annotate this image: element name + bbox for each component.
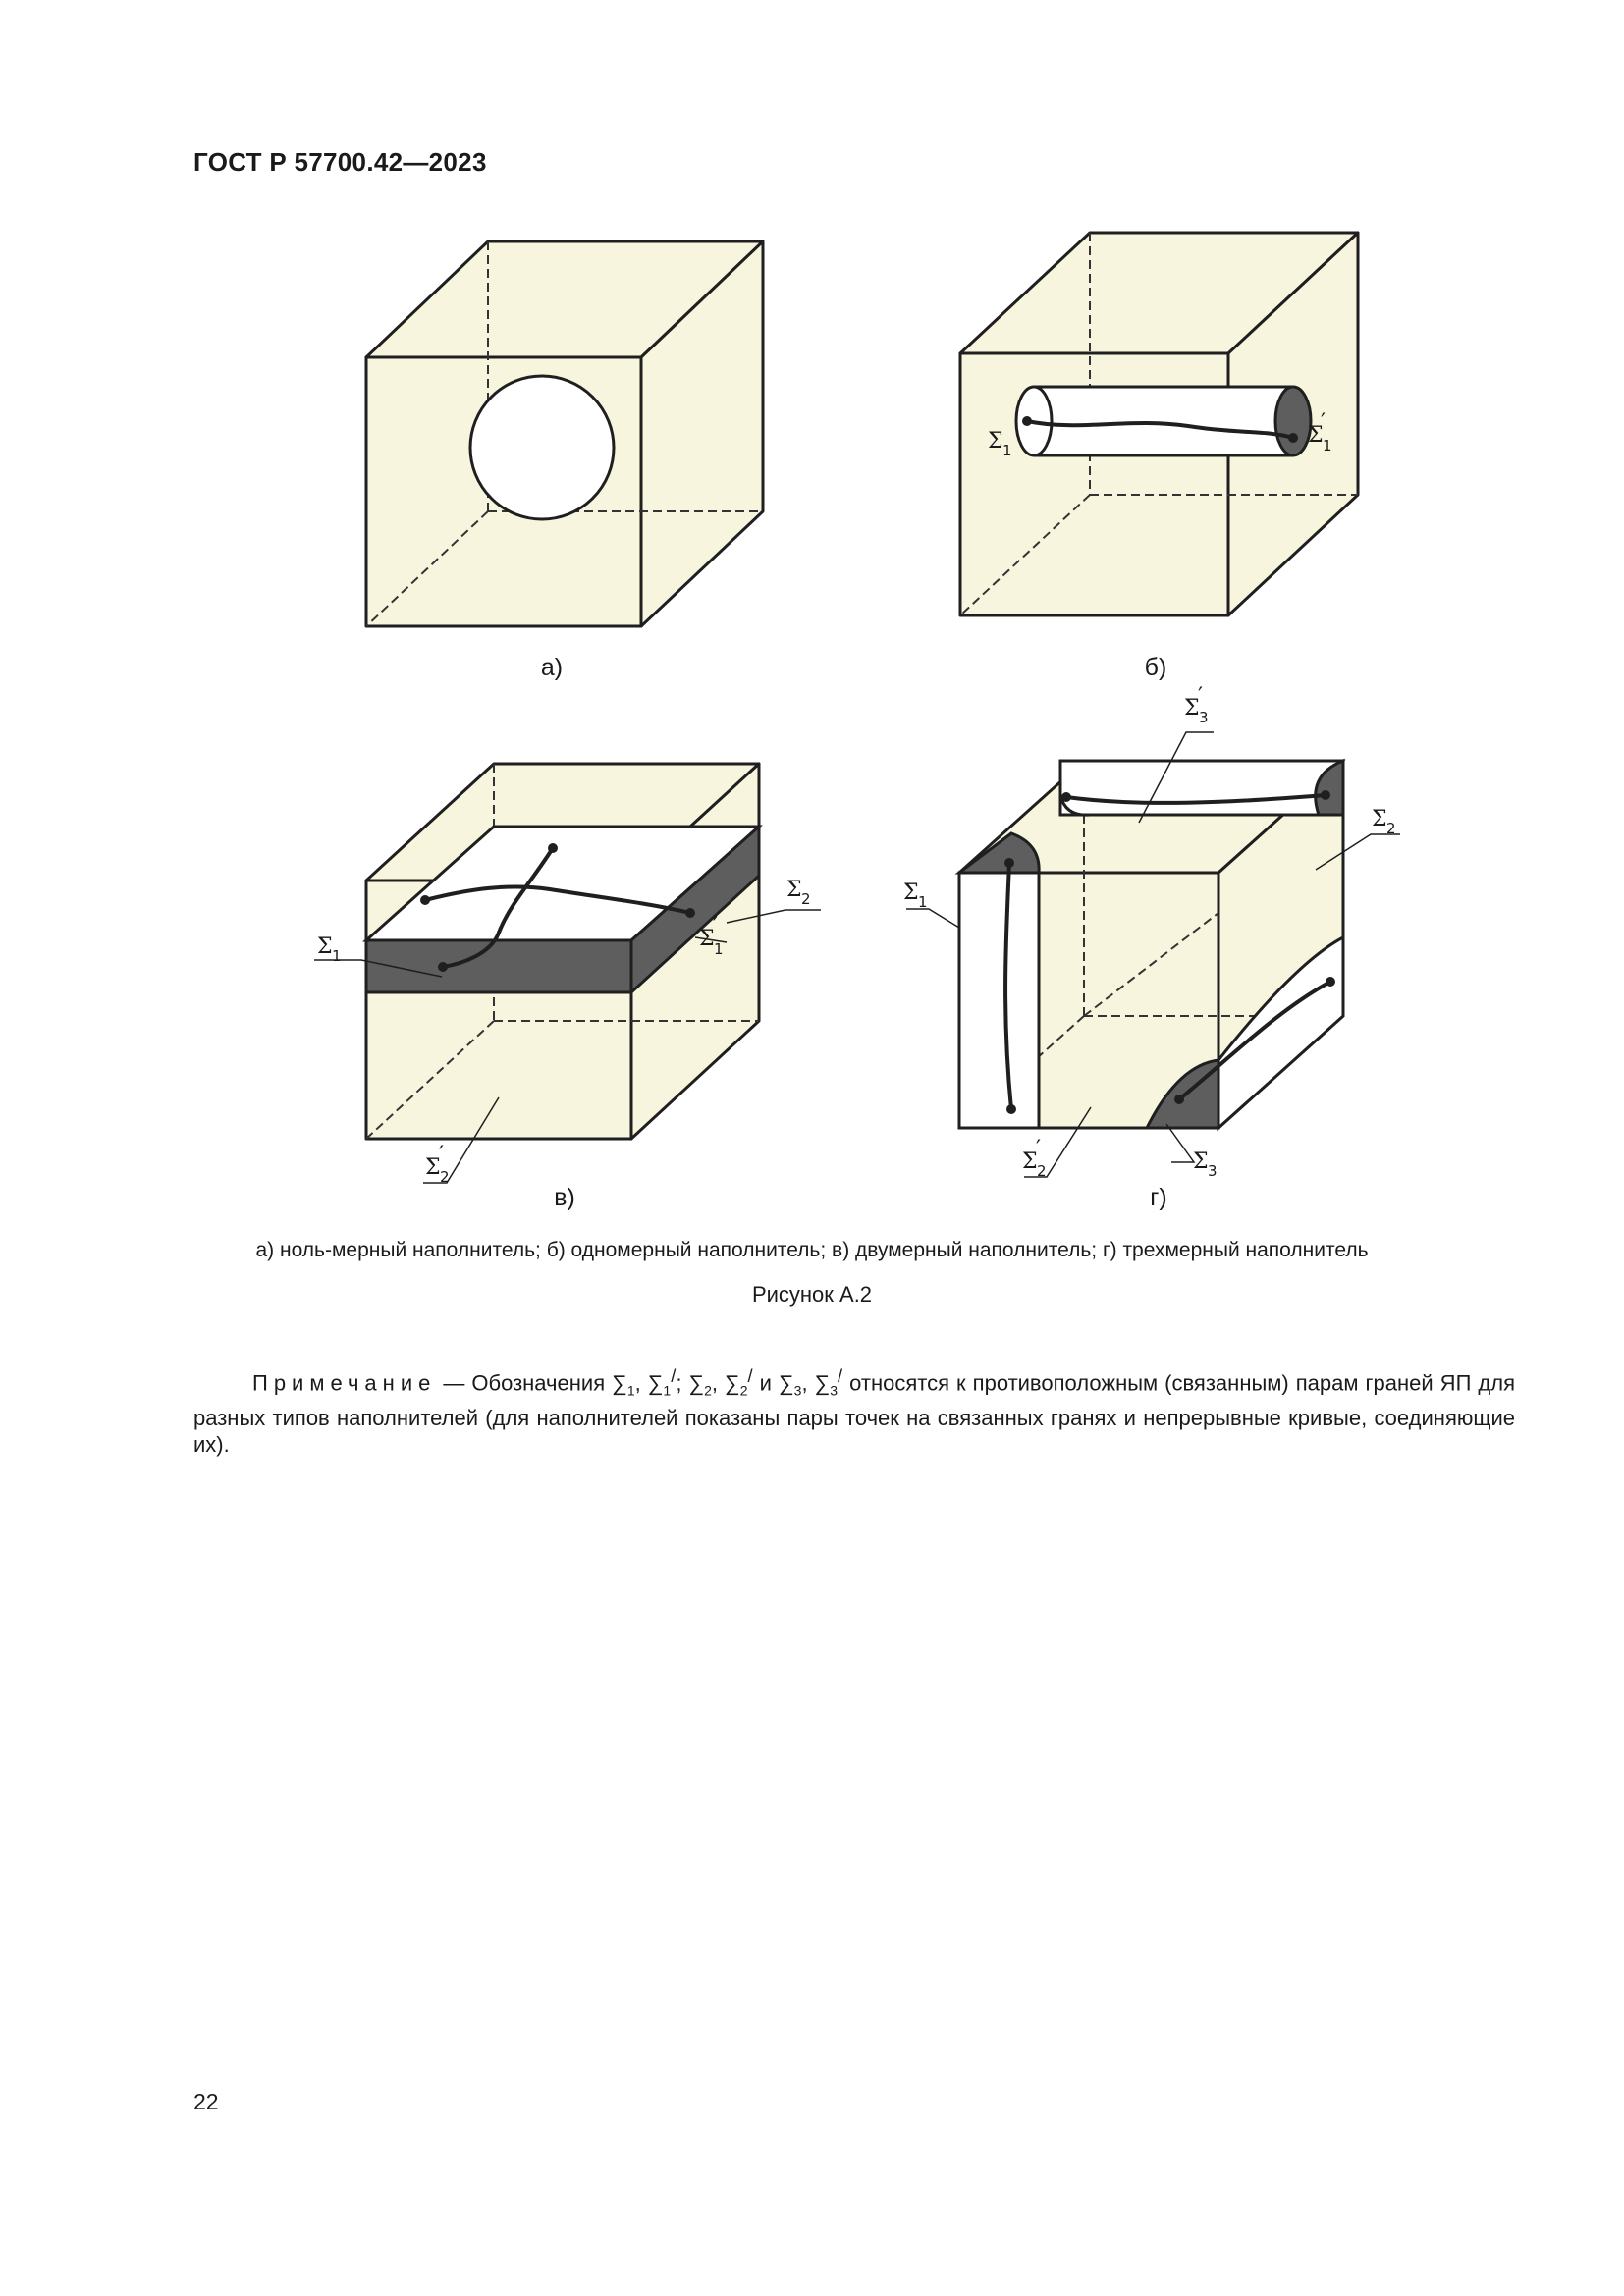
note-rest: относятся к противоположным (связанным) парам граней ЯП для разных типов наполнителей (для наполнителей показаны пары точек на связанных гранях и непрерывные кривые, соединяющие их). — [193, 1370, 1515, 1457]
panel-v-sigma2-sub: 2 — [801, 890, 811, 908]
panel-g-sigma2-sub: 2 — [1386, 820, 1396, 837]
panel-g-sigma2: Σ — [1372, 807, 1387, 831]
panel-g-top-strip — [1060, 761, 1343, 815]
panel-g-cube — [906, 732, 1400, 1177]
note-dash: — Обозначения — [436, 1370, 613, 1396]
panel-g-sigma3-prime-mark: ′ — [1198, 684, 1203, 709]
figure-subcaption: а) ноль-мерный наполнитель; б) одномерный наполнитель; в) двумерный наполнитель; г) трехмерный наполнитель — [255, 1239, 1369, 1261]
panel-b-cube — [960, 233, 1358, 615]
panel-v-slab-front — [366, 940, 631, 992]
page-number: 22 — [193, 2089, 219, 2114]
panel-g-sigma1: Σ — [903, 881, 919, 905]
panel-b-label: б) — [1144, 654, 1167, 681]
note-c3: , — [801, 1370, 815, 1396]
note-s1p: 1 — [663, 1382, 672, 1399]
note-s3p: 3 — [830, 1382, 839, 1399]
panel-b-sigma-left-sub: 1 — [1002, 442, 1012, 459]
panel-v-label: в) — [554, 1184, 575, 1211]
document-header: ГОСТ Р 57700.42—2023 — [193, 147, 487, 177]
note-s2p: 2 — [739, 1382, 748, 1399]
panel-g-sigma3-prime: Σ — [1184, 696, 1200, 721]
note-c1: , — [634, 1370, 648, 1396]
note-s3: 3 — [793, 1382, 802, 1399]
note-s1: 1 — [626, 1382, 635, 1399]
note-p2: / — [747, 1365, 753, 1386]
panel-b-sigma-right: Σ — [1308, 423, 1324, 448]
panel-g-sigma3: Σ — [1193, 1149, 1209, 1174]
note-sym: ∑ — [612, 1370, 627, 1396]
note-and: и — [752, 1370, 779, 1396]
panel-v-sigma2-prime-sub: 2 — [440, 1168, 450, 1186]
note-paragraph — [193, 1362, 1515, 1458]
note-label: Примечание — [252, 1370, 437, 1396]
note-sep1: ; — [676, 1370, 689, 1396]
note-p3: / — [838, 1365, 843, 1386]
figure-caption: Рисунок А.2 — [751, 1282, 873, 1307]
note-sym: ∑ — [778, 1370, 794, 1396]
panel-v-sigma1-prime-sub: 1 — [714, 940, 724, 958]
note-sym: ∑ — [814, 1370, 831, 1396]
panel-v-sigma2: Σ — [786, 878, 802, 902]
note-sym: ∑ — [725, 1370, 740, 1396]
panel-g-sigma3-prime-sub: 3 — [1199, 709, 1209, 726]
panel-a-label: а) — [540, 654, 564, 681]
panel-v-sigma1-prime-mark: ′ — [713, 914, 718, 938]
panel-g-sigma2-prime-sub: 2 — [1037, 1162, 1047, 1180]
panel-v-sigma2-prime: Σ — [425, 1155, 441, 1180]
panel-b-cylinder — [1034, 387, 1293, 455]
panel-v-sigma2-prime-mark: ′ — [439, 1143, 444, 1167]
panel-b-sigma-right-prime: ′ — [1321, 410, 1326, 435]
panel-a-cube — [366, 241, 763, 626]
panel-g-left-strip — [959, 873, 1039, 1128]
note-s2: 2 — [704, 1382, 712, 1399]
panel-g-sigma2-prime-mark: ′ — [1036, 1137, 1041, 1161]
panel-g-sigma3-sub: 3 — [1208, 1162, 1218, 1180]
panel-g-sigma1-sub: 1 — [918, 893, 928, 911]
note-c2: , — [711, 1370, 726, 1396]
panel-a-hole — [470, 376, 614, 519]
panel-b-cylinder-right-end — [1275, 387, 1311, 455]
panel-v-sigma1-sub: 1 — [332, 947, 342, 965]
panel-b-sigma-left: Σ — [988, 429, 1003, 454]
note-sym: ∑ — [647, 1370, 664, 1396]
panel-g-label: г) — [1150, 1184, 1167, 1211]
panel-g-sigma2-prime: Σ — [1022, 1149, 1038, 1174]
note-p1: / — [671, 1365, 677, 1386]
panel-b-sigma-right-sub: 1 — [1323, 437, 1332, 454]
note-sym: ∑ — [688, 1370, 705, 1396]
panel-v-cube — [314, 764, 821, 1183]
panel-v-sigma1-prime: Σ — [699, 927, 715, 951]
panel-v-sigma1: Σ — [317, 934, 333, 959]
